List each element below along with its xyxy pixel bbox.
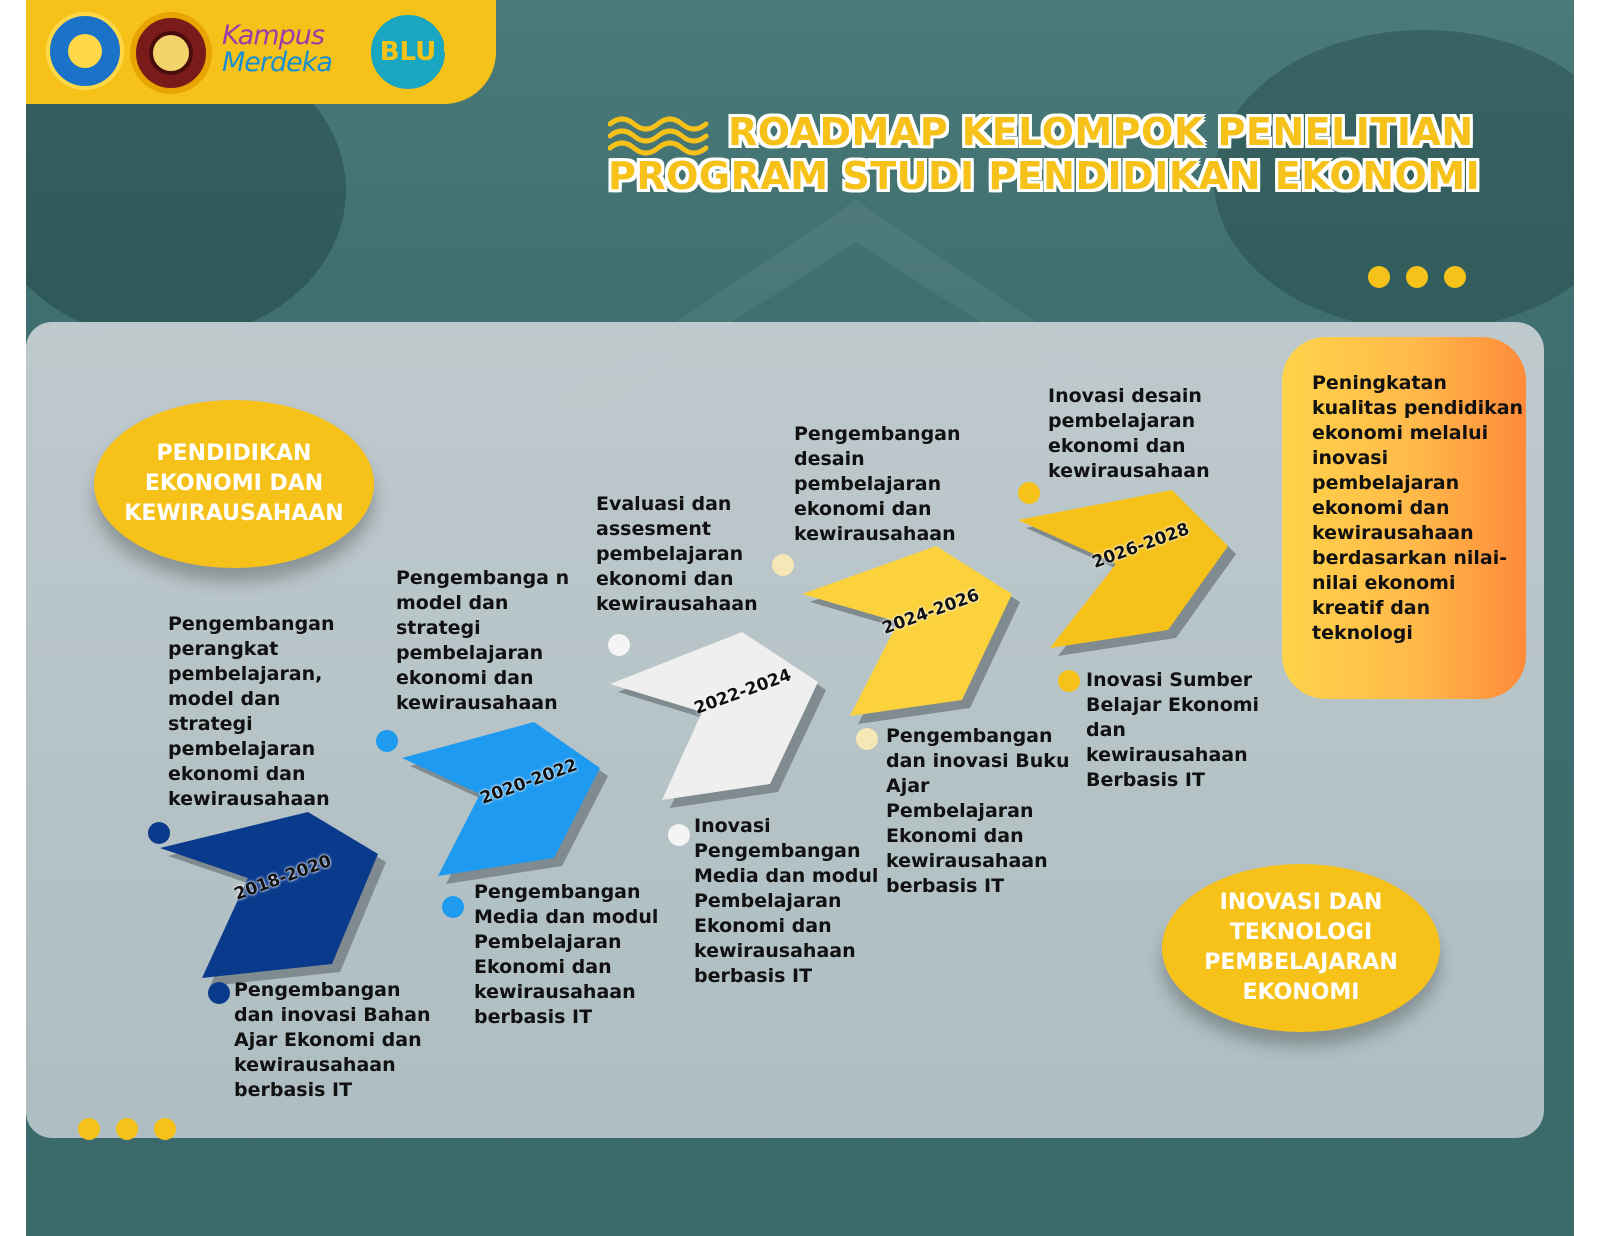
dot-icon [1444,266,1466,288]
theme-oval-right: INOVASI DAN TEKNOLOGI PEMBELAJARAN EKONOMI [1162,864,1440,1032]
step-period-2020-2022: 2020-2022 [477,755,581,809]
dot-icon [1406,266,1428,288]
theme-oval-left: PENDIDIKAN EKONOMI DAN KEWIRAUSAHAAN [94,400,374,568]
step-top-note-2024-2026: Pengembangan desain pembelajaran ekonomi dan kewirausahaan [794,423,961,545]
waves-icon [608,114,712,156]
step-top-note-2022-2024: Evaluasi dan assesment pembelajaran ekonomi dan kewirausahaan [596,493,758,615]
step-chevron-2020-2022 [402,722,602,886]
step-chevron-2018-2020 [160,812,380,986]
step-chevron-2024-2026 [802,546,1014,722]
goal-text: Peningkatan kualitas pendidikan ekonomi melalui inovasi pembelajaran ekonomi dan kewirausahaan berdasarkan nilai-nilai ekonomi kreatif dan teknologi [1312,372,1524,644]
step-top-note-2018-2020: Pengembangan perangkat pembelajaran, model dan strategi pembelajaran ekonomi dan kewirausahaan [168,613,335,810]
dot-icon [116,1118,138,1140]
step-chevron-2026-2028 [1018,490,1230,654]
logo-bar [26,0,496,104]
step-period-2018-2020: 2018-2020 [231,851,335,905]
poster [26,0,1574,1236]
step-shape [610,632,818,800]
step-period-2024-2026: 2024-2026 [879,585,983,639]
kemdikbud-logo [46,12,124,90]
blu-logo [368,12,448,92]
step-dot [1018,482,1040,504]
blu-logo-text: BLU [379,37,437,67]
step-dot [1058,670,1080,692]
step-dot [668,824,690,846]
step-bottom-note-2022-2024: Inovasi Pengembangan Media dan modul Pembelajaran Ekonomi dan kewirausahaan berbasis IT [694,815,879,987]
step-chevron-2022-2024 [610,632,820,806]
kampus-merdeka-logo [222,14,362,84]
step-bottom-note-2020-2022: Pengembangan Media dan modul Pembelajaran Ekonomi dan kewirausahaan berbasis IT [474,881,659,1028]
step-dot [772,554,794,576]
step-bottom-note-2024-2026: Pengembangan dan inovasi Buku Ajar Pembelajaran Ekonomi dan kewirausahaan berbasis IT [886,725,1070,897]
step-dot [208,982,230,1004]
step-dot [148,822,170,844]
step-top-note-2020-2022: Pengembanga n model dan strategi pembelajaran ekonomi dan kewirausahaan [396,567,570,714]
step-dot [856,728,878,750]
step-bottom-note-2026-2028: Inovasi Sumber Belajar Ekonomi dan kewirausahaan Berbasis IT [1086,669,1260,791]
kampus-merdeka-logo-line1: Kampus [222,20,324,51]
step-dot [442,896,464,918]
step-period-2026-2028: 2026-2028 [1089,519,1193,573]
title-block [608,110,1528,198]
decorative-dots-bottom [78,1118,176,1140]
step-period-2022-2024: 2022-2024 [691,665,795,719]
step-shape [1018,490,1228,648]
step-dot [608,634,630,656]
goal-card [1282,337,1526,699]
step-dot [376,730,398,752]
step-bottom-note-2018-2020: Pengembangan dan inovasi Bahan Ajar Ekonomi dan kewirausahaan berbasis IT [234,979,431,1101]
dot-icon [78,1118,100,1140]
page-title-line1: ROADMAP KELOMPOK PENELITIAN [728,110,1474,154]
step-top-note-2026-2028: Inovasi desain pembelajaran ekonomi dan kewirausahaan [1048,385,1210,482]
dot-icon [154,1118,176,1140]
dot-icon [1368,266,1390,288]
kampus-merdeka-logo-line2: Merdeka [222,47,332,78]
university-seal-logo [130,12,212,94]
decorative-dots-top [1368,266,1466,288]
page-title-line2: PROGRAM STUDI PENDIDIKAN EKONOMI [608,154,1481,198]
